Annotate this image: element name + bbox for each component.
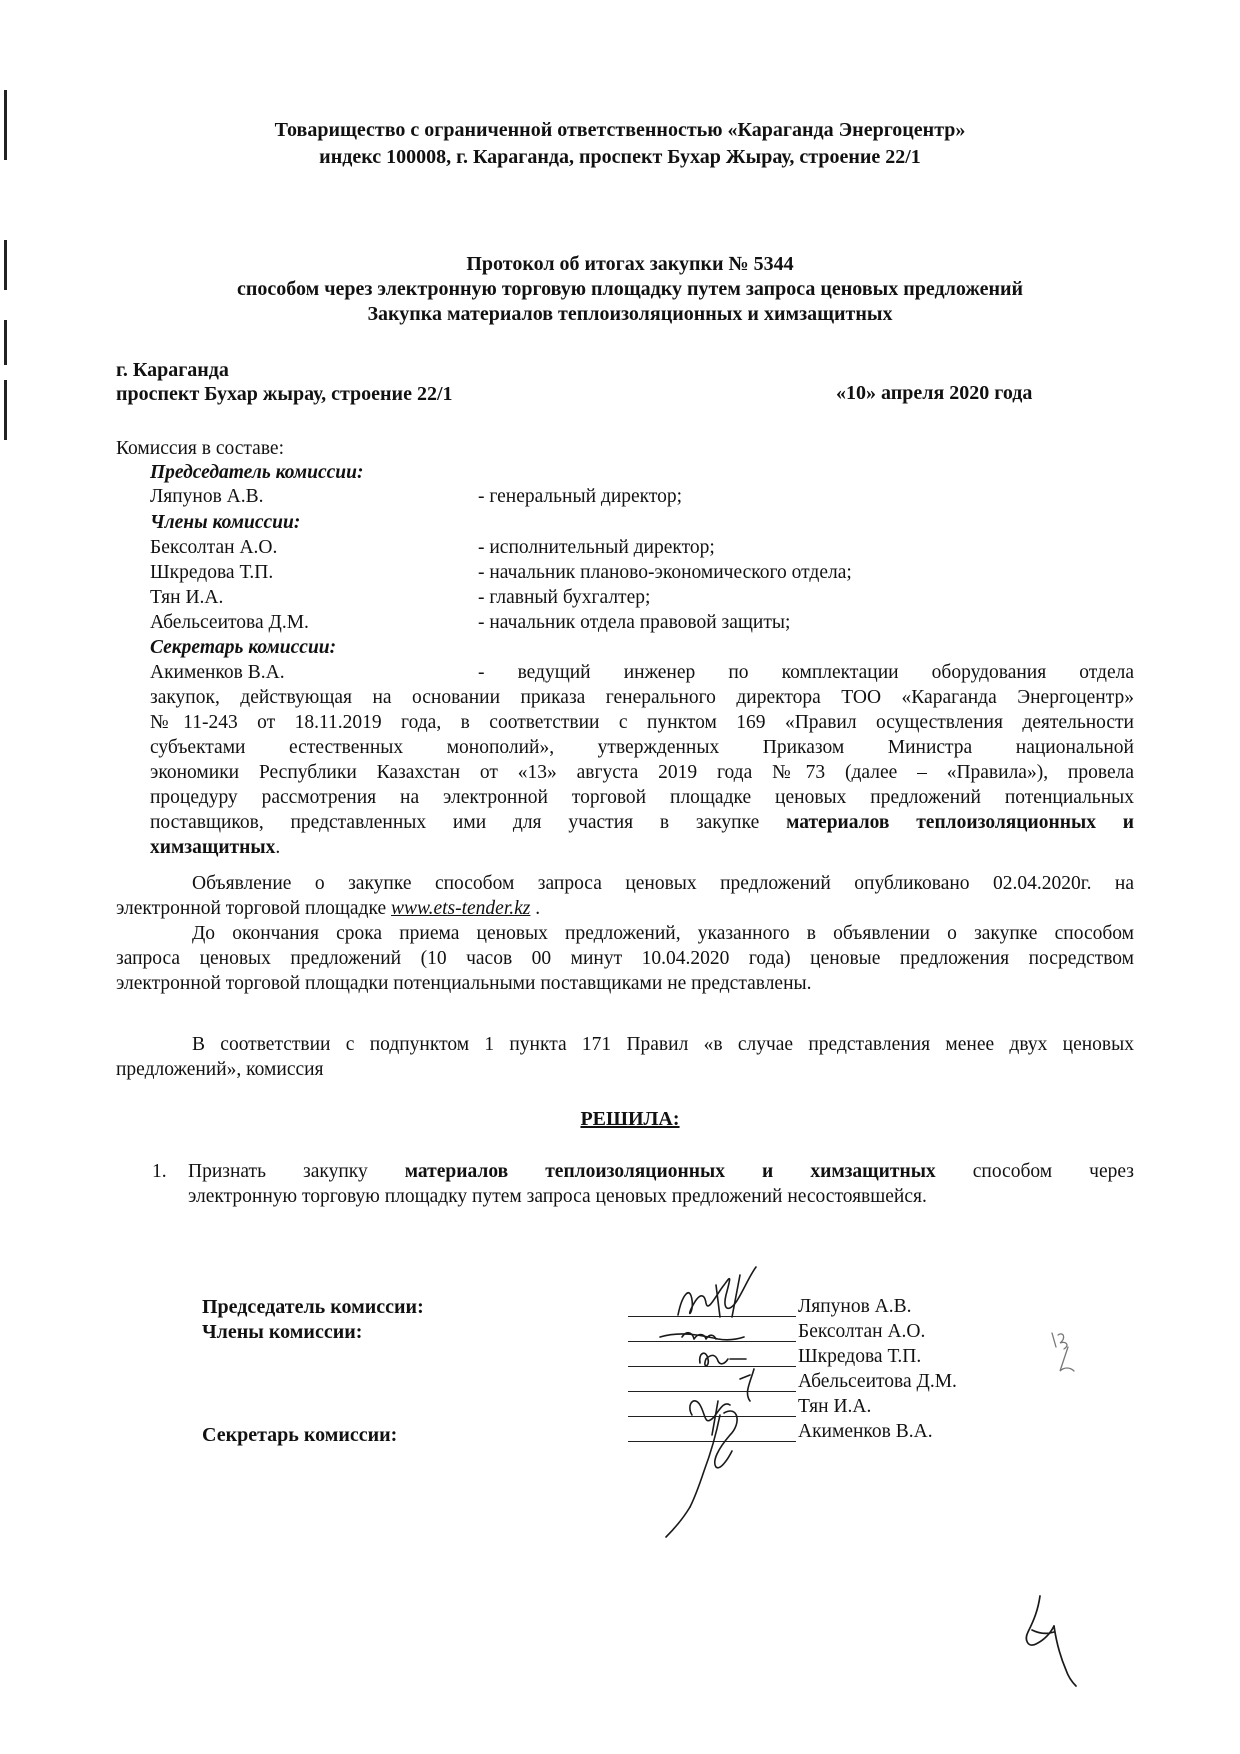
body-line [150,811,1134,835]
org-name: Товарищество с ограниченной ответственностью «Караганда Энергоцентр» [274,119,966,141]
handwritten-signatures [620,1255,840,1545]
rule-line: В соответствии с подпунктом 1 пункта 171 Правил «в случае представления менее двух ценовых [192,1034,1134,1055]
signatory-name: Шкредова Т.П. [798,1346,922,1367]
announcement-line [116,897,540,921]
subject-bold: материалов теплоизоляционных и [786,812,1134,833]
member-role: - начальник планово-экономического отдела; [478,562,852,583]
secretary-heading: Секретарь комиссии: [150,637,337,658]
org-address: индекс 100008, г. Караганда, проспект Бухар Жырау, строение 22/1 [319,146,921,168]
body-text: . [530,898,541,919]
ets-tender-link[interactable]: www.ets-tender.kz [391,898,531,919]
page-initials-mark [1020,1590,1090,1690]
member-name: Абельсеитова Д.М. [150,612,309,633]
protocol-date: «10» апреля 2020 года [836,382,1033,404]
decision-heading: РЕШИЛА: [580,1108,680,1130]
chair-heading: Председатель комиссии: [150,462,364,483]
subject-bold: химзащитных [150,837,276,858]
body-line: процедуру рассмотрения на электронной торговой площадке ценовых предложений потенциальных [150,787,1134,808]
signatory-name: Акименков В.А. [798,1421,933,1442]
protocol-title: Протокол об итогах закупки № 5344 [466,253,794,275]
deadline-line: электронной торговой площадки потенциальными поставщиками не представлены. [116,973,812,994]
body-text: способом через [935,1161,1134,1182]
commission-intro: Комиссия в составе: [116,438,284,459]
subject-bold: материалов теплоизоляционных и химзащитных [404,1161,936,1182]
members-heading: Члены комиссии: [150,512,301,533]
body-text: электронной торговой площадке [116,898,391,919]
body-text: . [275,837,281,858]
decision-number: 1. [152,1161,167,1182]
scan-edge-mark [4,380,7,440]
deadline-line: До окончания срока приема ценовых предложений, указанного в объявлении о закупке способом [192,923,1134,944]
deadline-line: запроса ценовых предложений (10 часов 00 минут 10.04.2020 года) ценовые предложения посредством [116,948,1134,969]
signatory-name: Бексолтан А.О. [798,1321,926,1342]
sig-members-label: Члены комиссии: [202,1321,363,1343]
protocol-method: способом через электронную торговую площадку путем запроса ценовых предложений [236,278,1024,300]
place-city: г. Караганда [116,359,229,381]
scan-edge-mark [4,320,7,365]
body-line [150,836,280,860]
initials-mark [1040,1325,1100,1385]
rule-line: предложений», комиссия [116,1059,324,1080]
decision-line [188,1160,1134,1184]
protocol-subject: Закупка материалов теплоизоляционных и химзащитных [367,303,893,325]
announcement-line: Объявление о закупке способом запроса ценовых предложений опубликовано 02.04.2020г. на [192,873,1134,894]
chair-name: Ляпунов А.В. [150,486,264,507]
signatory-name: Ляпунов А.В. [798,1296,912,1317]
body-text: поставщиков, представленных ими для участия в закупке [150,812,787,833]
member-role: - главный бухгалтер; [478,587,651,608]
body-line: субъектами естественных монополий», утвержденных Приказом Министра национальной [150,737,1134,758]
sig-chair-label: Председатель комиссии: [202,1296,424,1318]
decision-line: электронную торговую площадку путем запроса ценовых предложений несостоявшейся. [188,1186,927,1207]
secretary-name: Акименков В.А. [150,662,285,683]
member-name: Шкредова Т.П. [150,562,274,583]
member-name: Бексолтан А.О. [150,537,278,558]
sig-secretary-label: Секретарь комиссии: [202,1424,398,1446]
member-name: Тян И.А. [150,587,224,608]
signatory-name: Тян И.А. [798,1396,872,1417]
body-line: экономики Республики Казахстан от «13» августа 2019 года №73 (далее – «Правила»), провела [150,762,1134,783]
member-role: - начальник отдела правовой защиты; [478,612,791,633]
signatory-name: Абельсеитова Д.М. [798,1371,957,1392]
body-line: №11-243 от 18.11.2019 года, в соответствии с пунктом 169 «Правил осуществления деятельности [150,712,1134,733]
body-text: Признать закупку [188,1161,405,1182]
member-role: - исполнительный директор; [478,537,715,558]
body-line: закупок, действующая на основании приказа генерального директора ТОО «Караганда Энергоцентр» [150,687,1134,708]
place-street: проспект Бухар жырау, строение 22/1 [116,383,453,405]
secretary-role: - ведущий инженер по комплектации оборудования отдела [478,662,1134,683]
chair-role: - генеральный директор; [478,486,683,507]
